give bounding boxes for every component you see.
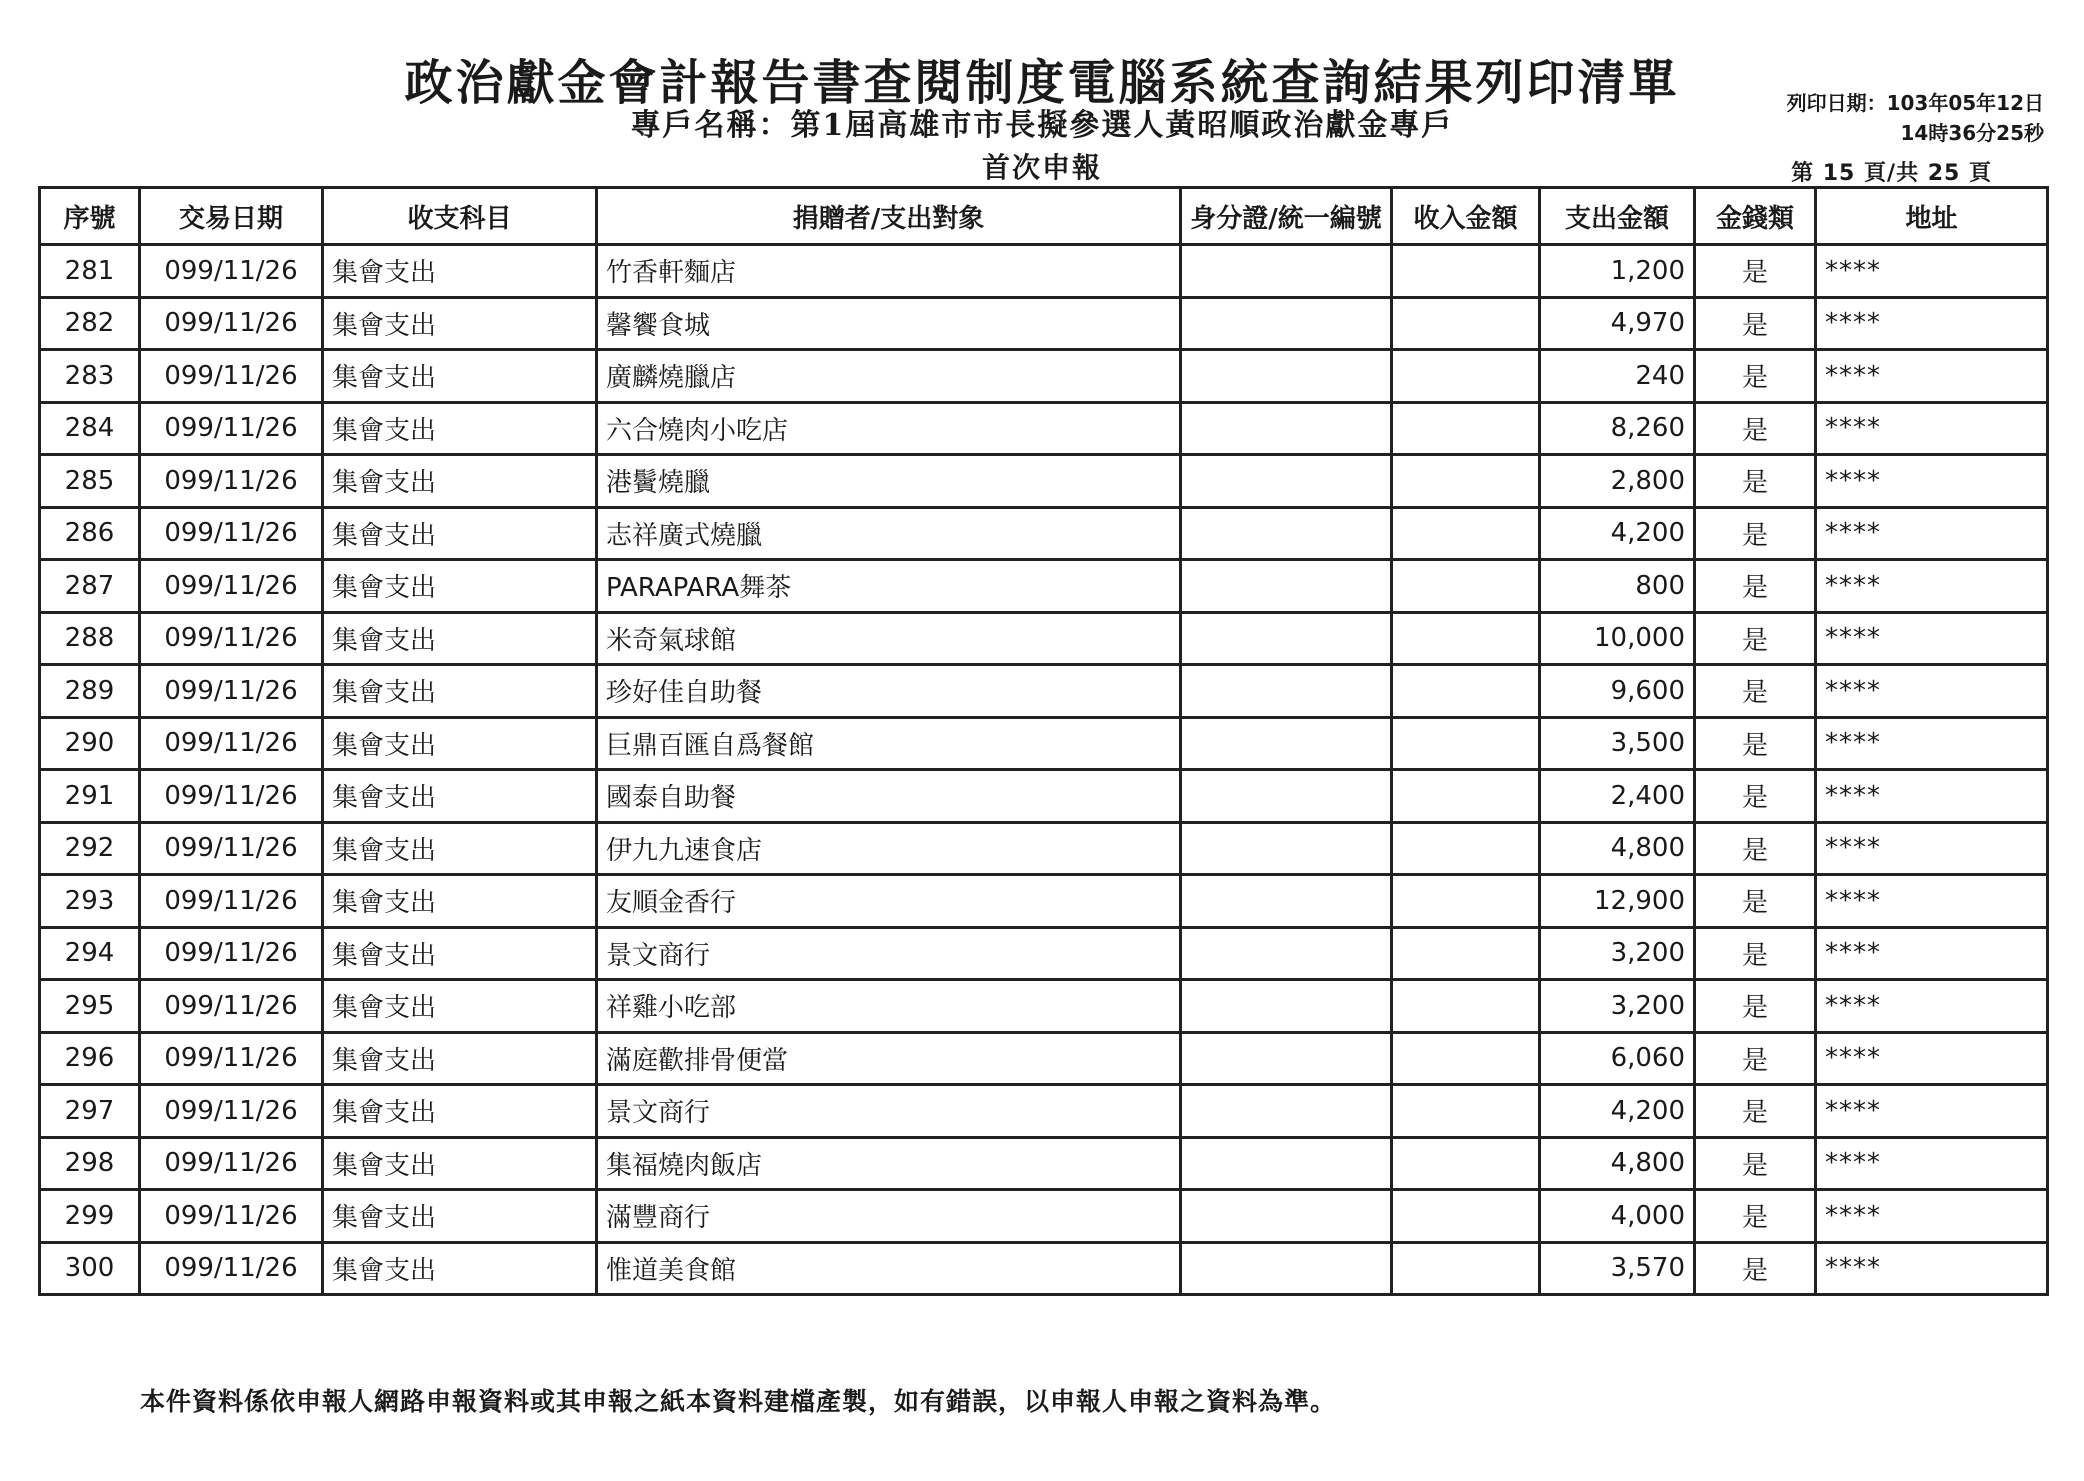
- cell-category: 集會支出: [323, 665, 597, 718]
- table-row: [40, 717, 2048, 770]
- cell-id-number: [1181, 1137, 1392, 1190]
- cell-category: 集會支出: [323, 350, 597, 403]
- cell-payee: 祥雞小吃部: [597, 980, 1181, 1033]
- cell-address: ****: [1816, 665, 2048, 718]
- cell-money-type: 是: [1695, 1242, 1816, 1295]
- cell-transaction-date: 099/11/26: [140, 1242, 323, 1295]
- page-info: 第 15 頁/共 25 頁: [1791, 161, 1992, 186]
- cell-transaction-date: 099/11/26: [140, 717, 323, 770]
- cell-address: ****: [1816, 1242, 2048, 1295]
- cell-category: 集會支出: [323, 507, 597, 560]
- cell-payee: 米奇氣球館: [597, 612, 1181, 665]
- cell-transaction-date: 099/11/26: [140, 665, 323, 718]
- footer-note: 本件資料係依申報人網路申報資料或其申報之紙本資料建檔產製，如有錯誤，以申報人申報之資料為準。: [140, 1387, 1337, 1416]
- cell-money-type: 是: [1695, 1137, 1816, 1190]
- cell-income-amount: [1392, 822, 1540, 875]
- cell-id-number: [1181, 927, 1392, 980]
- cell-payee: 景文商行: [597, 927, 1181, 980]
- cell-category: 集會支出: [323, 927, 597, 980]
- cell-id-number: [1181, 507, 1392, 560]
- cell-category: 集會支出: [323, 1032, 597, 1085]
- cell-expense-amount: 8,260: [1540, 402, 1695, 455]
- cell-id-number: [1181, 297, 1392, 350]
- cell-payee: 友順金香行: [597, 875, 1181, 928]
- cell-id-number: [1181, 1032, 1392, 1085]
- cell-money-type: 是: [1695, 665, 1816, 718]
- cell-money-type: 是: [1695, 822, 1816, 875]
- cell-row-number: 300: [40, 1242, 140, 1295]
- cell-money-type: 是: [1695, 1085, 1816, 1138]
- cell-payee: 六合燒肉小吃店: [597, 402, 1181, 455]
- cell-expense-amount: 800: [1540, 560, 1695, 613]
- col-header-expense: 支出金額: [1540, 188, 1695, 245]
- cell-category: 集會支出: [323, 455, 597, 508]
- cell-expense-amount: 4,970: [1540, 297, 1695, 350]
- cell-address: ****: [1816, 507, 2048, 560]
- table-row: [40, 297, 2048, 350]
- cell-address: ****: [1816, 560, 2048, 613]
- cell-transaction-date: 099/11/26: [140, 402, 323, 455]
- cell-expense-amount: 4,000: [1540, 1190, 1695, 1243]
- cell-row-number: 288: [40, 612, 140, 665]
- cell-expense-amount: 3,500: [1540, 717, 1695, 770]
- cell-money-type: 是: [1695, 245, 1816, 298]
- cell-category: 集會支出: [323, 1085, 597, 1138]
- cell-row-number: 286: [40, 507, 140, 560]
- cell-expense-amount: 240: [1540, 350, 1695, 403]
- cell-category: 集會支出: [323, 1137, 597, 1190]
- col-header-category: 收支科目: [323, 188, 597, 245]
- cell-category: 集會支出: [323, 980, 597, 1033]
- cell-address: ****: [1816, 1032, 2048, 1085]
- cell-id-number: [1181, 560, 1392, 613]
- cell-row-number: 299: [40, 1190, 140, 1243]
- table-row: [40, 822, 2048, 875]
- cell-id-number: [1181, 245, 1392, 298]
- cell-id-number: [1181, 1085, 1392, 1138]
- table-row: [40, 875, 2048, 928]
- cell-row-number: 287: [40, 560, 140, 613]
- col-header-income: 收入金額: [1392, 188, 1540, 245]
- cell-transaction-date: 099/11/26: [140, 612, 323, 665]
- cell-money-type: 是: [1695, 875, 1816, 928]
- cell-payee: 伊九九速食店: [597, 822, 1181, 875]
- cell-transaction-date: 099/11/26: [140, 507, 323, 560]
- cell-address: ****: [1816, 980, 2048, 1033]
- cell-transaction-date: 099/11/26: [140, 980, 323, 1033]
- cell-income-amount: [1392, 350, 1540, 403]
- cell-payee: PARAPARA舞茶: [597, 560, 1181, 613]
- table-row: [40, 770, 2048, 823]
- cell-transaction-date: 099/11/26: [140, 1085, 323, 1138]
- cell-address: ****: [1816, 927, 2048, 980]
- col-header-id: 身分證/統一編號: [1181, 188, 1392, 245]
- cell-address: ****: [1816, 297, 2048, 350]
- cell-category: 集會支出: [323, 875, 597, 928]
- cell-expense-amount: 3,200: [1540, 927, 1695, 980]
- cell-transaction-date: 099/11/26: [140, 1190, 323, 1243]
- cell-money-type: 是: [1695, 560, 1816, 613]
- cell-address: ****: [1816, 770, 2048, 823]
- cell-row-number: 284: [40, 402, 140, 455]
- cell-row-number: 289: [40, 665, 140, 718]
- cell-expense-amount: 6,060: [1540, 1032, 1695, 1085]
- cell-id-number: [1181, 717, 1392, 770]
- cell-money-type: 是: [1695, 770, 1816, 823]
- cell-id-number: [1181, 875, 1392, 928]
- cell-row-number: 295: [40, 980, 140, 1033]
- cell-category: 集會支出: [323, 1242, 597, 1295]
- cell-transaction-date: 099/11/26: [140, 875, 323, 928]
- table-row: [40, 1137, 2048, 1190]
- col-header-address: 地址: [1816, 188, 2048, 245]
- cell-money-type: 是: [1695, 507, 1816, 560]
- cell-row-number: 297: [40, 1085, 140, 1138]
- cell-money-type: 是: [1695, 980, 1816, 1033]
- cell-category: 集會支出: [323, 402, 597, 455]
- transaction-table: [38, 186, 2049, 1296]
- cell-income-amount: [1392, 297, 1540, 350]
- cell-id-number: [1181, 350, 1392, 403]
- cell-expense-amount: 10,000: [1540, 612, 1695, 665]
- cell-transaction-date: 099/11/26: [140, 297, 323, 350]
- cell-income-amount: [1392, 875, 1540, 928]
- cell-address: ****: [1816, 612, 2048, 665]
- cell-address: ****: [1816, 1190, 2048, 1243]
- cell-row-number: 296: [40, 1032, 140, 1085]
- cell-income-amount: [1392, 1085, 1540, 1138]
- cell-income-amount: [1392, 717, 1540, 770]
- cell-row-number: 293: [40, 875, 140, 928]
- table-row: [40, 927, 2048, 980]
- table-row: [40, 665, 2048, 718]
- cell-address: ****: [1816, 350, 2048, 403]
- col-header-money-type: 金錢類: [1695, 188, 1816, 245]
- cell-payee: 國泰自助餐: [597, 770, 1181, 823]
- cell-income-amount: [1392, 1190, 1540, 1243]
- cell-payee: 廣麟燒臘店: [597, 350, 1181, 403]
- cell-transaction-date: 099/11/26: [140, 1032, 323, 1085]
- cell-row-number: 298: [40, 1137, 140, 1190]
- cell-payee: 志祥廣式燒臘: [597, 507, 1181, 560]
- table-row: [40, 455, 2048, 508]
- table-row: [40, 402, 2048, 455]
- table-header-row: [40, 188, 2048, 245]
- cell-income-amount: [1392, 927, 1540, 980]
- cell-money-type: 是: [1695, 1032, 1816, 1085]
- cell-expense-amount: 12,900: [1540, 875, 1695, 928]
- cell-id-number: [1181, 1190, 1392, 1243]
- cell-money-type: 是: [1695, 350, 1816, 403]
- cell-expense-amount: 3,570: [1540, 1242, 1695, 1295]
- report-type: 首次申報: [981, 151, 1102, 184]
- cell-row-number: 292: [40, 822, 140, 875]
- cell-expense-amount: 4,200: [1540, 507, 1695, 560]
- cell-income-amount: [1392, 980, 1540, 1033]
- table-row: [40, 980, 2048, 1033]
- cell-id-number: [1181, 822, 1392, 875]
- cell-address: ****: [1816, 245, 2048, 298]
- table-row: [40, 560, 2048, 613]
- cell-category: 集會支出: [323, 612, 597, 665]
- cell-income-amount: [1392, 1032, 1540, 1085]
- cell-category: 集會支出: [323, 560, 597, 613]
- cell-payee: 珍好佳自助餐: [597, 665, 1181, 718]
- cell-transaction-date: 099/11/26: [140, 927, 323, 980]
- cell-income-amount: [1392, 1137, 1540, 1190]
- cell-payee: 景文商行: [597, 1085, 1181, 1138]
- cell-income-amount: [1392, 507, 1540, 560]
- cell-payee: 港鬢燒臘: [597, 455, 1181, 508]
- col-header-no: 序號: [40, 188, 140, 245]
- cell-money-type: 是: [1695, 402, 1816, 455]
- cell-transaction-date: 099/11/26: [140, 1137, 323, 1190]
- cell-payee: 集福燒肉飯店: [597, 1137, 1181, 1190]
- cell-transaction-date: 099/11/26: [140, 770, 323, 823]
- cell-income-amount: [1392, 1242, 1540, 1295]
- cell-transaction-date: 099/11/26: [140, 245, 323, 298]
- table-row: [40, 612, 2048, 665]
- cell-money-type: 是: [1695, 717, 1816, 770]
- cell-expense-amount: 1,200: [1540, 245, 1695, 298]
- cell-id-number: [1181, 1242, 1392, 1295]
- cell-address: ****: [1816, 402, 2048, 455]
- cell-row-number: 285: [40, 455, 140, 508]
- cell-category: 集會支出: [323, 717, 597, 770]
- cell-address: ****: [1816, 822, 2048, 875]
- cell-row-number: 290: [40, 717, 140, 770]
- table-row: [40, 1242, 2048, 1295]
- cell-category: 集會支出: [323, 822, 597, 875]
- cell-row-number: 282: [40, 297, 140, 350]
- table-row: [40, 245, 2048, 298]
- cell-expense-amount: 2,800: [1540, 455, 1695, 508]
- print-time-line2: 14時36分25秒: [1900, 121, 2044, 145]
- print-date: [1787, 88, 2044, 148]
- table-row: [40, 350, 2048, 403]
- cell-id-number: [1181, 770, 1392, 823]
- table-row: [40, 1085, 2048, 1138]
- cell-expense-amount: 9,600: [1540, 665, 1695, 718]
- cell-payee: 巨鼎百匯自爲餐館: [597, 717, 1181, 770]
- cell-category: 集會支出: [323, 297, 597, 350]
- cell-money-type: 是: [1695, 1190, 1816, 1243]
- cell-row-number: 291: [40, 770, 140, 823]
- cell-payee: 滿豐商行: [597, 1190, 1181, 1243]
- cell-row-number: 294: [40, 927, 140, 980]
- cell-id-number: [1181, 980, 1392, 1033]
- cell-income-amount: [1392, 612, 1540, 665]
- cell-expense-amount: 4,200: [1540, 1085, 1695, 1138]
- cell-transaction-date: 099/11/26: [140, 822, 323, 875]
- cell-income-amount: [1392, 665, 1540, 718]
- cell-income-amount: [1392, 402, 1540, 455]
- print-date-line1: 列印日期：103年05年12日: [1786, 91, 2044, 115]
- cell-id-number: [1181, 402, 1392, 455]
- col-header-date: 交易日期: [140, 188, 323, 245]
- cell-income-amount: [1392, 245, 1540, 298]
- cell-row-number: 283: [40, 350, 140, 403]
- cell-address: ****: [1816, 1085, 2048, 1138]
- cell-address: ****: [1816, 455, 2048, 508]
- account-name: 專戶名稱：第1屆高雄市市長擬參選人黃昭順政治獻金專戶: [630, 108, 1454, 143]
- cell-money-type: 是: [1695, 455, 1816, 508]
- cell-address: ****: [1816, 717, 2048, 770]
- cell-payee: 滿庭歡排骨便當: [597, 1032, 1181, 1085]
- cell-expense-amount: 2,400: [1540, 770, 1695, 823]
- cell-payee: 惟道美食館: [597, 1242, 1181, 1295]
- cell-money-type: 是: [1695, 297, 1816, 350]
- cell-payee: 馨饗食城: [597, 297, 1181, 350]
- cell-transaction-date: 099/11/26: [140, 350, 323, 403]
- cell-expense-amount: 4,800: [1540, 822, 1695, 875]
- cell-row-number: 281: [40, 245, 140, 298]
- cell-expense-amount: 3,200: [1540, 980, 1695, 1033]
- cell-payee: 竹香軒麵店: [597, 245, 1181, 298]
- col-header-payee: 捐贈者/支出對象: [597, 188, 1181, 245]
- cell-transaction-date: 099/11/26: [140, 560, 323, 613]
- cell-income-amount: [1392, 560, 1540, 613]
- document-title: 政治獻金會計報告書查閱制度電腦系統查詢結果列印清單: [404, 55, 1680, 111]
- cell-income-amount: [1392, 455, 1540, 508]
- cell-money-type: 是: [1695, 612, 1816, 665]
- cell-income-amount: [1392, 770, 1540, 823]
- cell-address: ****: [1816, 875, 2048, 928]
- table-row: [40, 1032, 2048, 1085]
- cell-money-type: 是: [1695, 927, 1816, 980]
- cell-category: 集會支出: [323, 770, 597, 823]
- cell-category: 集會支出: [323, 1190, 597, 1243]
- table-row: [40, 1190, 2048, 1243]
- table-row: [40, 507, 2048, 560]
- cell-transaction-date: 099/11/26: [140, 455, 323, 508]
- cell-id-number: [1181, 612, 1392, 665]
- cell-id-number: [1181, 665, 1392, 718]
- cell-category: 集會支出: [323, 245, 597, 298]
- cell-id-number: [1181, 455, 1392, 508]
- cell-expense-amount: 4,800: [1540, 1137, 1695, 1190]
- cell-address: ****: [1816, 1137, 2048, 1190]
